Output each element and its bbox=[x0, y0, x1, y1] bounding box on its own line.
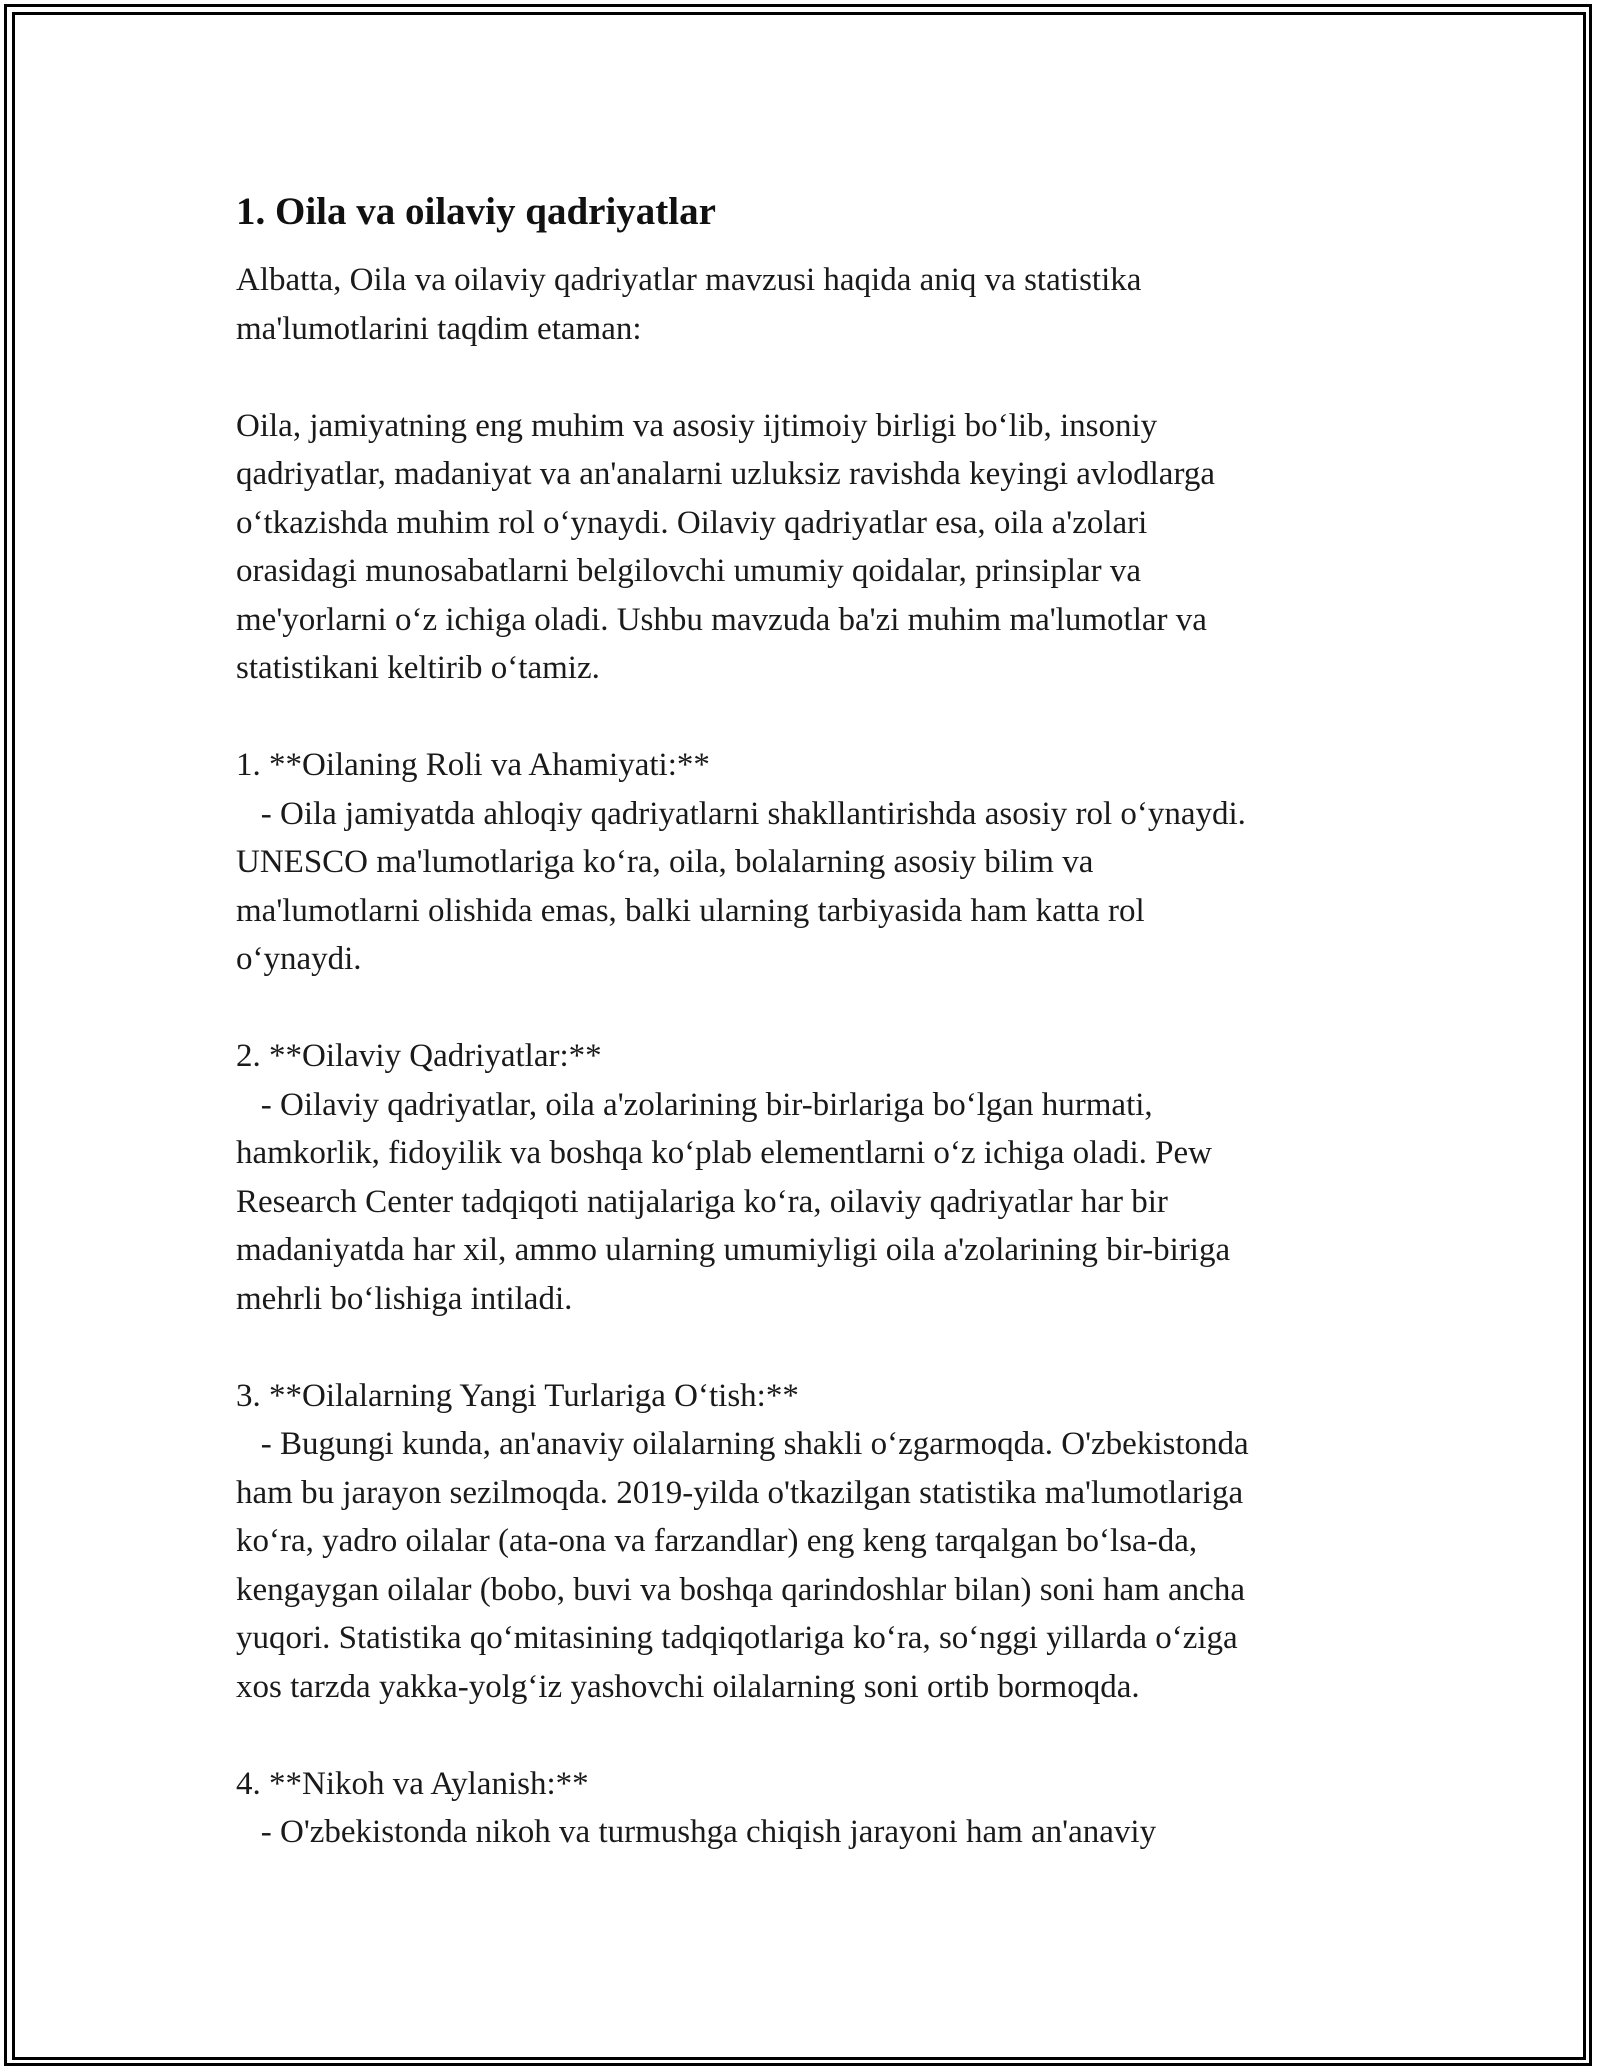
paragraph-gap bbox=[236, 1711, 1376, 1760]
section-1 bbox=[236, 741, 1376, 984]
section-body: - O'zbekistonda nikoh va turmushga chiqish jarayoni ham an'anaviy bbox=[236, 1814, 1157, 1850]
paragraph-gap bbox=[236, 984, 1376, 1033]
section-body: - Oila jamiyatda ahloqiy qadriyatlarni shakllantirishda asosiy rol o‘ynaydi. UNESCO ma'lumotlariga ko‘ra, oila, bolalarning asosiy bilim va ma'lumotlarni olishida emas, balki ularning tarbiyasida ham katta rol o‘ynaydi. bbox=[236, 795, 1246, 977]
paragraph-gap bbox=[236, 693, 1376, 742]
section-heading: 2. **Oilaviy Qadriyatlar:** bbox=[236, 1038, 602, 1074]
section-heading: 1. **Oilaning Roli va Ahamiyati:** bbox=[236, 747, 710, 783]
overview-paragraph: Oila, jamiyatning eng muhim va asosiy ijtimoiy birligi bo‘lib, insoniy qadriyatlar, madaniyat va an'analarni uzluksiz ravishda keyingi avlodlarga o‘tkazishda muhim rol o‘ynaydi. Oilaviy qadriyatlar esa, oila a'zolari orasidagi munosabatlarni belgilovchi umumiy qoidalar, prinsiplar va me'yorlarni o‘z ichiga oladi. Ushbu mavzuda ba'zi muhim ma'lumotlar va statistikani keltirib o‘tamiz. bbox=[236, 407, 1215, 686]
paragraph-gap bbox=[236, 1323, 1376, 1372]
section-2 bbox=[236, 1032, 1376, 1323]
section-heading: 3. **Oilalarning Yangi Turlariga O‘tish:** bbox=[236, 1377, 799, 1414]
section-body: - Bugungi kunda, an'anaviy oilalarning shakli o‘zgarmoqda. O'zbekistonda ham bu jarayon sezilmoqda. 2019-yilda o'tkazilgan statistika ma'lumotlariga ko‘ra, yadro oilalar (ata-ona va farzandlar) eng keng tarqalgan bo‘lsa-da, kengaygan oilalar (bobo, buvi va boshqa qarindoshlar bilan) soni ham ancha yuqori. Statistika qo‘mitasining tadqiqotlariga ko‘ra, so‘nggi yillarda o‘ziga xos tarzda yakka-yolg‘iz yashovchi oilalarning soni ortib bormoqda. bbox=[236, 1426, 1249, 1705]
section-4 bbox=[236, 1760, 1376, 1857]
intro-paragraph: Albatta, Oila va oilaviy qadriyatlar mavzusi haqida aniq va statistika ma'lumotlarini taqdim etaman: bbox=[236, 262, 1142, 347]
paragraph-gap bbox=[236, 353, 1376, 402]
section-3 bbox=[236, 1372, 1376, 1712]
document-title: 1. Oila va oilaviy qadriyatlar bbox=[236, 190, 716, 233]
document-body bbox=[236, 186, 1376, 1857]
section-heading: 4. **Nikoh va Aylanish:** bbox=[236, 1765, 589, 1802]
section-body: - Oilaviy qadriyatlar, oila a'zolarining bir-birlariga bo‘lgan hurmati, hamkorlik, fidoyilik va boshqa ko‘plab elementlarni o‘z ichiga oladi. Pew Research Center tadqiqoti natijalariga ko‘ra, oilaviy qadriyatlar har bir madaniyatda har xil, ammo ularning umumiyligi oila a'zolarining bir-biriga mehrli bo‘lishiga intiladi. bbox=[236, 1086, 1231, 1317]
